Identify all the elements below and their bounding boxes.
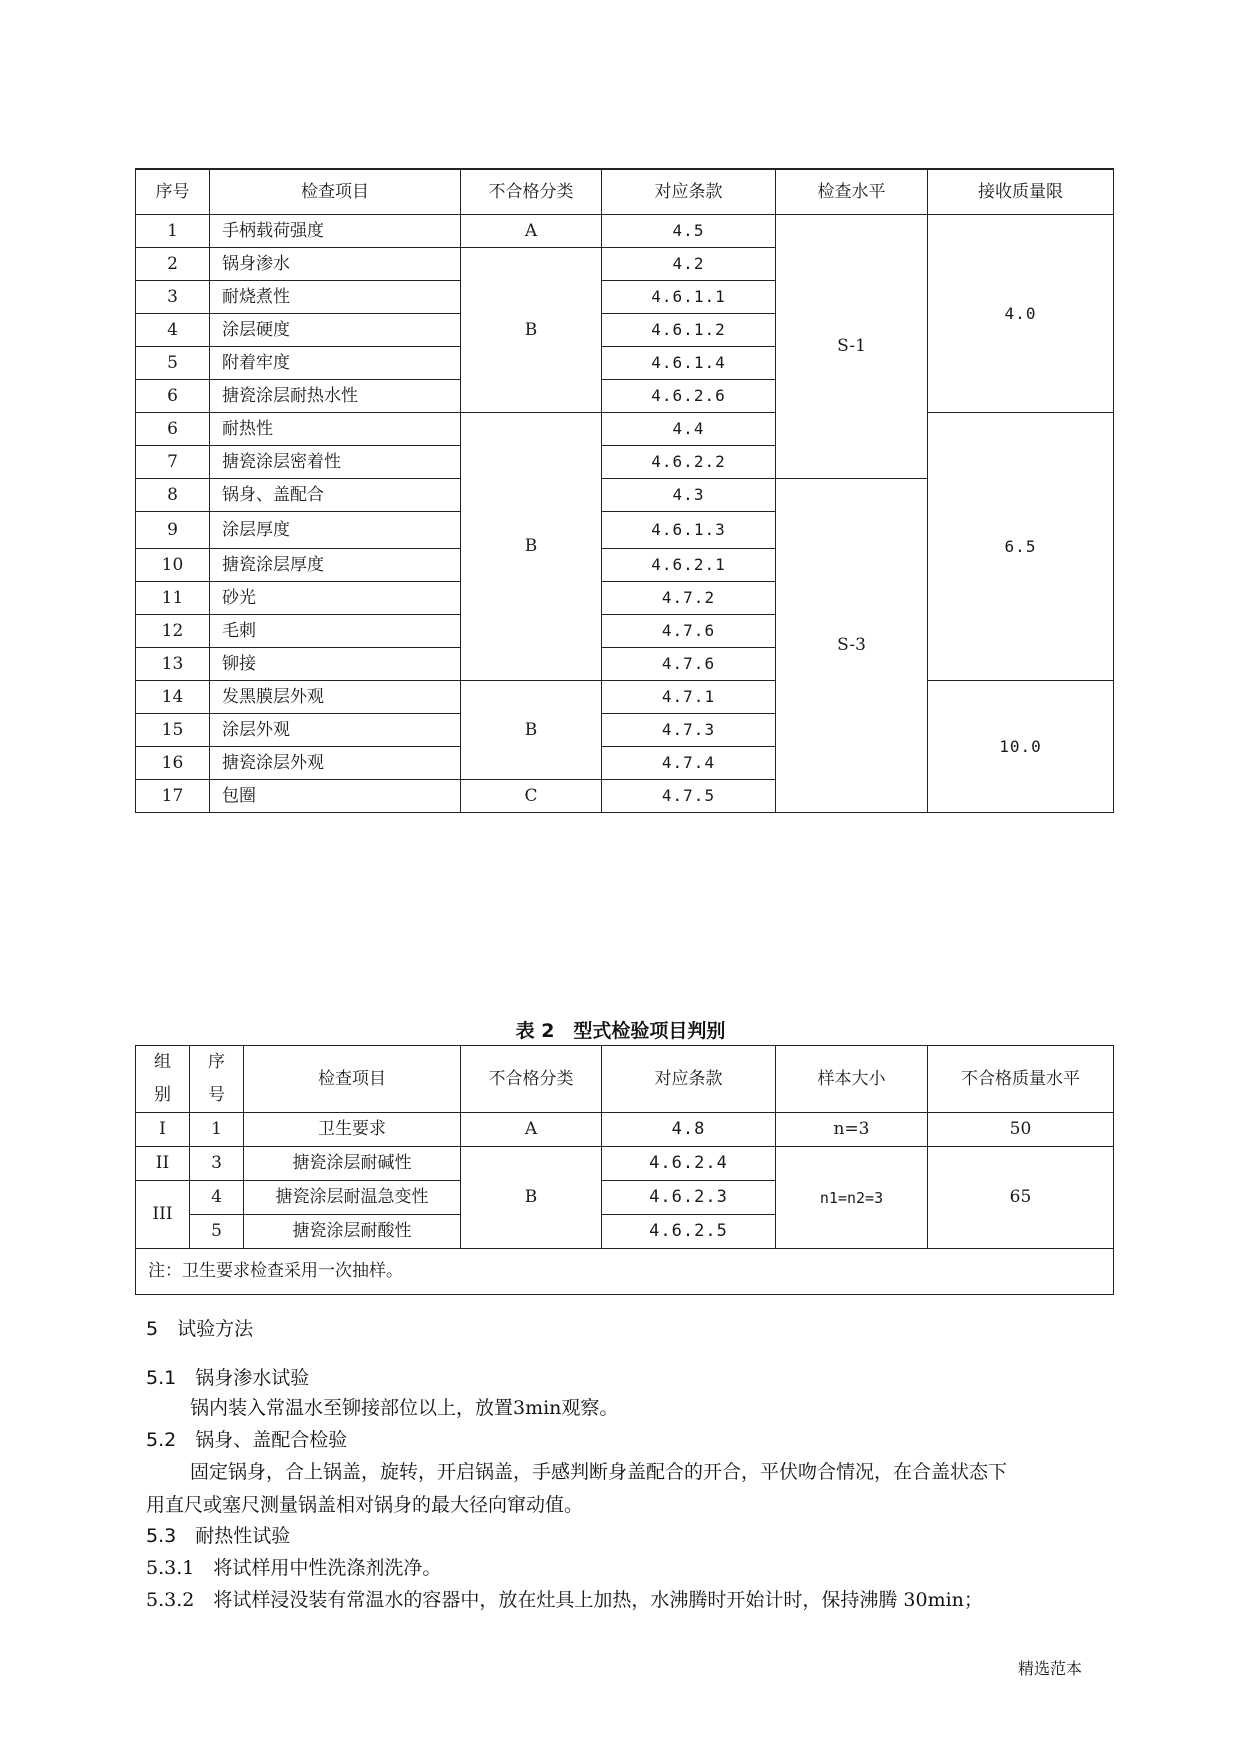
- row-item: 搪瓷涂层耐酸性: [244, 1215, 461, 1249]
- table-header-row: [136, 169, 1114, 215]
- row-item: 搪瓷涂层外观: [210, 747, 461, 780]
- row-no: 10: [136, 549, 210, 582]
- row-no: 17: [136, 780, 210, 813]
- row-class: B: [461, 1147, 602, 1249]
- row-group: III: [136, 1181, 190, 1249]
- row-clause: 4.7.3: [602, 714, 776, 747]
- row-no: 12: [136, 615, 210, 648]
- row-clause: 4.7.6: [602, 615, 776, 648]
- class-group-b1: B: [461, 248, 602, 413]
- table-note: 注：卫生要求检查采用一次抽样。: [136, 1249, 1114, 1295]
- row-clause: 4.6.2.5: [602, 1215, 776, 1249]
- row-clause: 4.7.2: [602, 582, 776, 615]
- row-class: A: [461, 1113, 602, 1147]
- row-no: 4: [136, 314, 210, 347]
- level-group-s3: S-3: [776, 479, 928, 813]
- section-5-1-heading: 5.1 锅身渗水试验: [146, 1367, 310, 1389]
- table-row: [136, 1113, 1114, 1147]
- row-clause: 4.6.1.3: [602, 512, 776, 549]
- row-item: 搪瓷涂层耐热水性: [210, 380, 461, 413]
- row-clause: 4.7.1: [602, 681, 776, 714]
- row-item: 手柄载荷强度: [210, 215, 461, 248]
- row-no: 4: [190, 1181, 244, 1215]
- row-no: 1: [136, 215, 210, 248]
- row-item: 发黑膜层外观: [210, 681, 461, 714]
- row-clause: 4.6.1.4: [602, 347, 776, 380]
- row-clause: 4.4: [602, 413, 776, 446]
- row-item: 锅身、盖配合: [210, 479, 461, 512]
- col-header-clause: 对应条款: [602, 169, 776, 215]
- col-header-level: 检查水平: [776, 169, 928, 215]
- col-header-class: 不合格分类: [461, 1046, 602, 1113]
- section-5-3-1: 5.3.1 将试样用中性洗涤剂洗净。: [146, 1557, 442, 1579]
- row-clause: 4.6.2.1: [602, 549, 776, 582]
- inspection-table: [135, 168, 1114, 813]
- row-clause: 4.6.1.2: [602, 314, 776, 347]
- table-note-row: [136, 1249, 1114, 1295]
- row-clause: 4.2: [602, 248, 776, 281]
- table-row: [136, 215, 1114, 248]
- row-item: 涂层硬度: [210, 314, 461, 347]
- row-clause: 4.6.1.1: [602, 281, 776, 314]
- row-item: 搪瓷涂层耐碱性: [244, 1147, 461, 1181]
- row-no: 2: [136, 248, 210, 281]
- group-header-text: 组别: [154, 1052, 171, 1105]
- row-no: 8: [136, 479, 210, 512]
- footer-label: 精选范本: [1018, 1659, 1083, 1678]
- row-no: 9: [136, 512, 210, 549]
- row-item: 耐烧煮性: [210, 281, 461, 314]
- row-no: 14: [136, 681, 210, 714]
- row-clause: 4.6.2.6: [602, 380, 776, 413]
- row-clause: 4.6.2.3: [602, 1181, 776, 1215]
- row-no: 1: [190, 1113, 244, 1147]
- row-group: I: [136, 1113, 190, 1147]
- row-clause: 4.6.2.4: [602, 1147, 776, 1181]
- row-clause: 4.7.4: [602, 747, 776, 780]
- row-no: 6: [136, 413, 210, 446]
- row-clause: 4.8: [602, 1113, 776, 1147]
- aql-group-10-0: 10.0: [928, 681, 1114, 813]
- no-header-text: 序号: [208, 1052, 225, 1105]
- row-no: 3: [136, 281, 210, 314]
- col-header-no: 序号: [136, 169, 210, 215]
- col-header-item: 检查项目: [244, 1046, 461, 1113]
- row-item: 卫生要求: [244, 1113, 461, 1147]
- section-5-2-heading: 5.2 锅身、盖配合检验: [146, 1429, 348, 1451]
- table-header-row: [136, 1046, 1114, 1113]
- row-no: 11: [136, 582, 210, 615]
- row-no: 5: [190, 1215, 244, 1249]
- type-test-table: [135, 1045, 1114, 1295]
- row-item: 涂层外观: [210, 714, 461, 747]
- col-header-sample: 样本大小: [776, 1046, 928, 1113]
- level-group-s1: S-1: [776, 215, 928, 479]
- row-item: 搪瓷涂层耐温急变性: [244, 1181, 461, 1215]
- section-5-3-heading: 5.3 耐热性试验: [146, 1525, 291, 1547]
- row-item: 铆接: [210, 648, 461, 681]
- class-group-b2: B: [461, 413, 602, 681]
- row-clause: 4.7.6: [602, 648, 776, 681]
- col-header-aql: 接收质量限: [928, 169, 1114, 215]
- row-item: 砂光: [210, 582, 461, 615]
- row-item: 附着牢度: [210, 347, 461, 380]
- section-5-2-body-line1: 固定锅身，合上锅盖，旋转，开启锅盖，手感判断身盖配合的开合，平伏吻合情况，在合盖状态下: [190, 1461, 1008, 1483]
- aql-group-6-5: 6.5: [928, 413, 1114, 681]
- row-no: 13: [136, 648, 210, 681]
- class-group-b3: B: [461, 681, 602, 780]
- row-rql: 50: [928, 1113, 1114, 1147]
- section-5-1-body: 锅内装入常温水至铆接部位以上，放置3min观察。: [190, 1397, 619, 1419]
- row-clause: 4.3: [602, 479, 776, 512]
- row-item: 锅身渗水: [210, 248, 461, 281]
- row-item: 毛刺: [210, 615, 461, 648]
- row-item: 包圈: [210, 780, 461, 813]
- table-row: [136, 413, 1114, 446]
- row-no: 7: [136, 446, 210, 479]
- table-row: [136, 681, 1114, 714]
- section-5-2-body-line2: 用直尺或塞尺测量锅盖相对锅身的最大径向窜动值。: [146, 1494, 584, 1516]
- row-no: 6: [136, 380, 210, 413]
- row-rql: 65: [928, 1147, 1114, 1249]
- row-group: II: [136, 1147, 190, 1181]
- section-5-heading: 5 试验方法: [146, 1318, 254, 1340]
- row-sample: n1=n2=3: [776, 1147, 928, 1249]
- row-no: 3: [190, 1147, 244, 1181]
- row-item: 搪瓷涂层密着性: [210, 446, 461, 479]
- table-row: [136, 1147, 1114, 1181]
- col-header-no: [190, 1046, 244, 1113]
- section-5-3-2: 5.3.2 将试样浸没装有常温水的容器中，放在灶具上加热，水沸腾时开始计时，保持沸腾 30min；: [146, 1589, 983, 1611]
- row-item: 耐热性: [210, 413, 461, 446]
- class-group-c: C: [461, 780, 602, 813]
- col-header-rql: 不合格质量水平: [928, 1046, 1114, 1113]
- row-item: 搪瓷涂层厚度: [210, 549, 461, 582]
- row-clause: 4.6.2.2: [602, 446, 776, 479]
- row-item: 涂层厚度: [210, 512, 461, 549]
- row-clause: 4.5: [602, 215, 776, 248]
- aql-group-4-0: 4.0: [928, 215, 1114, 413]
- row-clause: 4.7.5: [602, 780, 776, 813]
- row-no: 15: [136, 714, 210, 747]
- row-sample: n=3: [776, 1113, 928, 1147]
- row-no: 5: [136, 347, 210, 380]
- col-header-group: [136, 1046, 190, 1113]
- col-header-item: 检查项目: [210, 169, 461, 215]
- col-header-class: 不合格分类: [461, 169, 602, 215]
- class-group-a: A: [461, 215, 602, 248]
- row-no: 16: [136, 747, 210, 780]
- table2-caption: 表 2 型式检验项目判别: [515, 1020, 726, 1042]
- col-header-clause: 对应条款: [602, 1046, 776, 1113]
